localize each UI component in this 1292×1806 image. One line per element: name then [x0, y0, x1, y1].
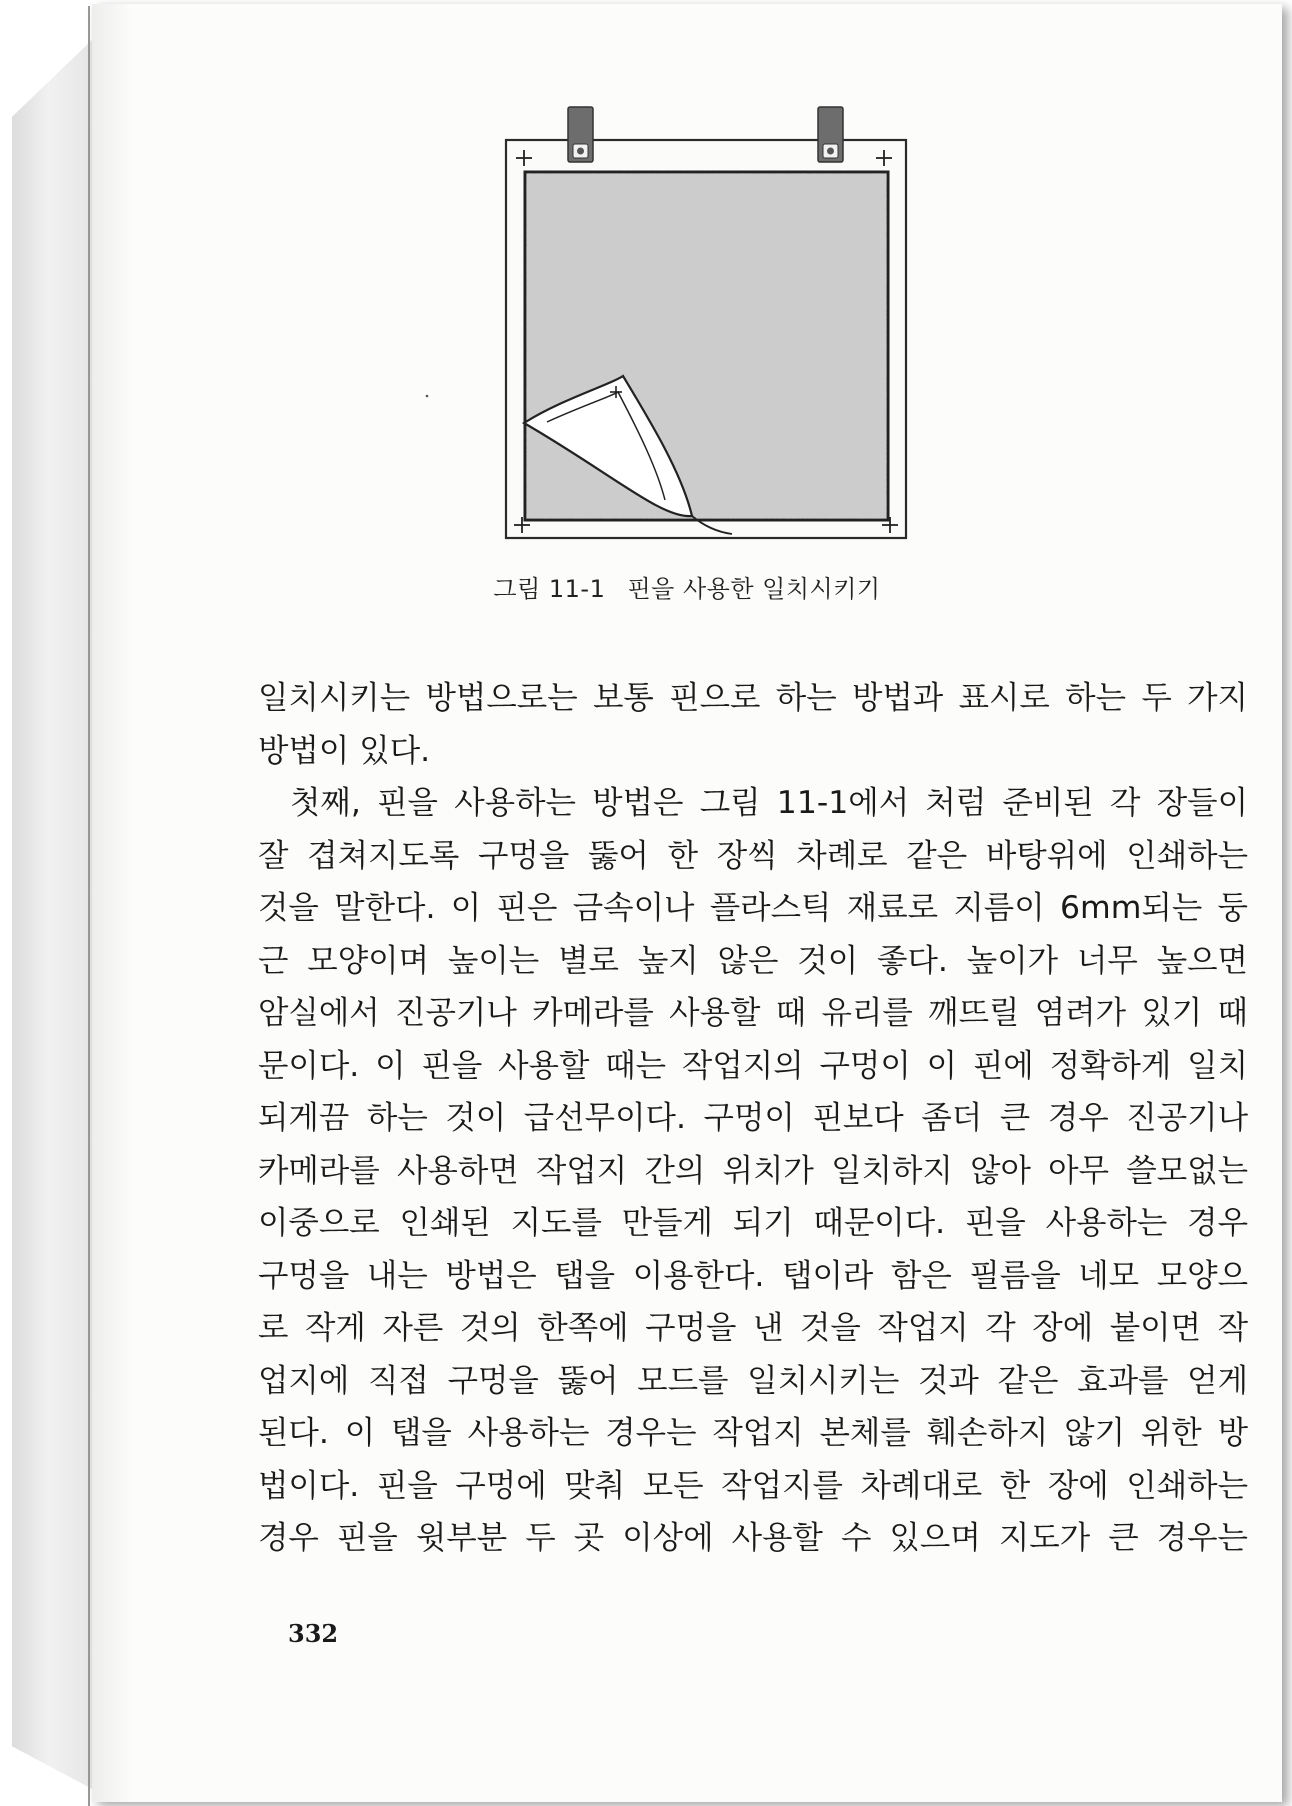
text-line: 되게끔 하는 것이 급선무이다. 구멍이 핀보다 좀더 큰 경우 진공기나	[258, 1100, 1248, 1136]
page-number: 332	[288, 1619, 339, 1648]
pin-tab-right	[818, 107, 843, 162]
text-line: 로 작게 자른 것의 한쪽에 구멍을 낸 것을 작업지 각 장에 붙이면 작	[258, 1310, 1248, 1346]
book-page	[92, 4, 1282, 1802]
text-line: 된다. 이 탭을 사용하는 경우는 작업지 본체를 훼손하지 않기 위한 방	[258, 1415, 1248, 1451]
text-line: 근 모양이며 높이는 별로 높지 않은 것이 좋다. 높이가 너무 높으면	[258, 942, 1248, 979]
pin-registration-illustration	[92, 4, 1282, 564]
text-line: 잘 겹쳐지도록 구멍을 뚫어 한 장씩 차례로 같은 바탕위에 인쇄하는	[258, 837, 1248, 874]
text-line: 구멍을 내는 방법은 탭을 이용한다. 탭이라 함은 필름을 네모 모양으	[258, 1257, 1248, 1294]
text-line: 경우 핀을 윗부분 두 곳 이상에 사용할 수 있으며 지도가 큰 경우는	[258, 1520, 1248, 1556]
text-line: 업지에 직접 구멍을 뚫어 모드를 일치시키는 것과 같은 효과를 얻게	[258, 1362, 1248, 1399]
text-line: 첫째, 핀을 사용하는 방법은 그림 11-1에서 처럼 준비된 각 장들이	[290, 785, 1248, 821]
text-line: 법이다. 핀을 구멍에 맞춰 모든 작업지를 차례대로 한 장에 인쇄하는	[258, 1467, 1248, 1504]
text-line: 암실에서 진공기나 카메라를 사용할 때 유리를 깨뜨릴 염려가 있기 때	[258, 995, 1248, 1031]
caption-text: 핀을 사용한 일치시키기	[627, 575, 881, 603]
text-line: 일치시키는 방법으로는 보통 핀으로 하는 방법과 표시로 하는 두 가지	[258, 680, 1248, 716]
caption-number: 그림 11-1	[493, 575, 606, 603]
figure-11-1	[92, 4, 1282, 603]
text-line: 방법이 있다.	[258, 732, 431, 769]
body-text	[258, 672, 1248, 1565]
paragraph-1	[258, 672, 1248, 777]
text-line: 것을 말한다. 이 핀은 금속이나 플라스틱 재료로 지름이 6mm되는 둥	[258, 890, 1248, 926]
text-line: 이중으로 인쇄된 지도를 만들게 되기 때문이다. 핀을 사용하는 경우	[258, 1205, 1248, 1241]
paragraph-2	[258, 777, 1248, 1565]
text-line: 문이다. 이 핀을 사용할 때는 작업지의 구멍이 이 핀에 정확하게 일치	[258, 1047, 1248, 1084]
book-spine-line	[88, 6, 90, 1806]
book-edge	[12, 38, 94, 1790]
pin-tab-left	[568, 107, 593, 162]
text-line: 카메라를 사용하면 작업지 간의 위치가 일치하지 않아 아무 쓸모없는	[258, 1152, 1248, 1189]
figure-caption	[92, 569, 1282, 604]
